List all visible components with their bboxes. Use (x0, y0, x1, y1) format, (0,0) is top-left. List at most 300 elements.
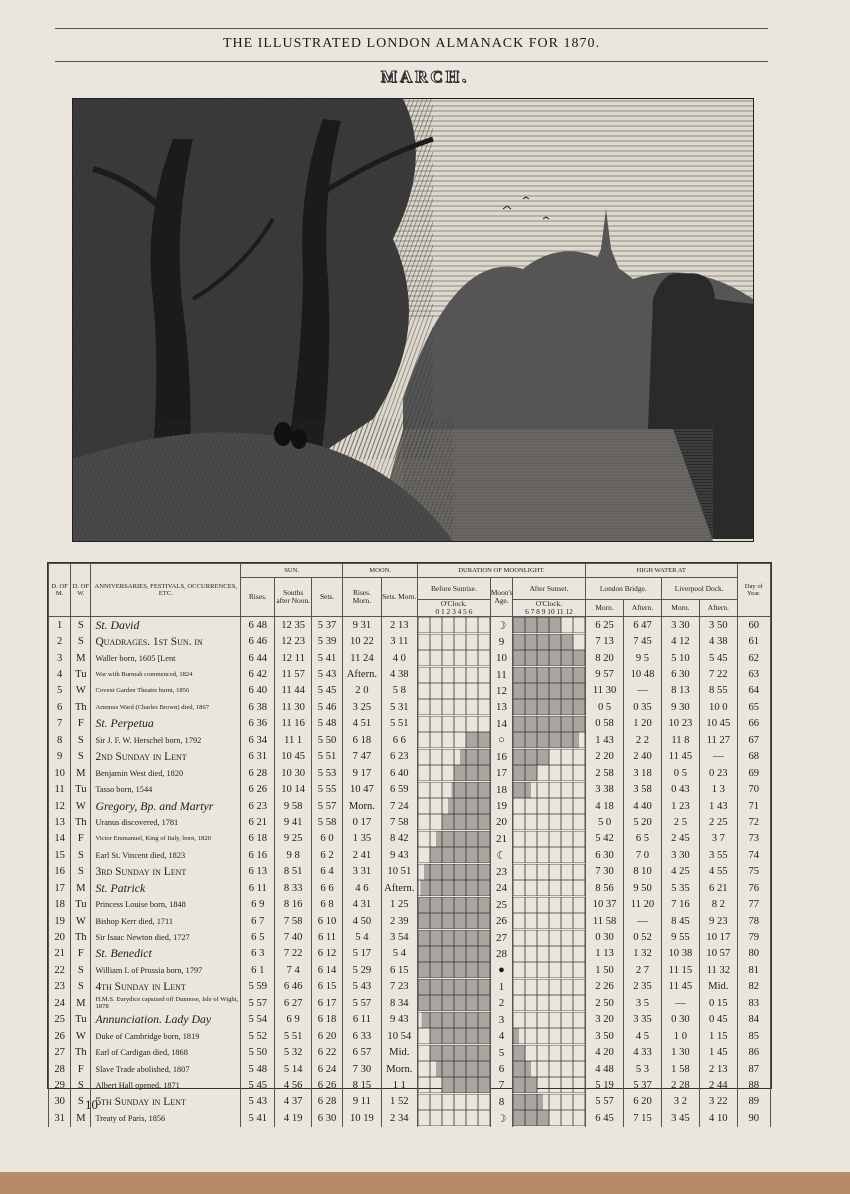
sun-souths: 6 46 (275, 979, 311, 995)
moonlight-after-sunset (513, 962, 586, 978)
col-day-of-month: D. OF M. (49, 564, 71, 617)
moonlight-bar (513, 1077, 585, 1093)
day-of-week: S (71, 617, 91, 634)
moonlight-shade (513, 749, 549, 765)
liverpool-aftern: 4 38 (700, 633, 737, 649)
day-of-year: 85 (737, 1028, 770, 1044)
day-of-week: Th (71, 929, 91, 945)
sun-souths: 8 51 (275, 864, 311, 880)
moon-age: 14 (490, 716, 512, 732)
moon-sets: 2 34 (381, 1110, 417, 1126)
day-of-week: W (71, 798, 91, 814)
london-aftern: 1 32 (624, 946, 661, 962)
sun-sets: 6 11 (311, 929, 342, 945)
col-sun-rises: Rises. (241, 578, 275, 617)
sun-rises: 6 38 (241, 699, 275, 715)
sun-rises: 5 54 (241, 1012, 275, 1028)
moon-rises: 2 41 (343, 847, 381, 863)
day-of-year: 67 (737, 732, 770, 748)
sun-rises: 5 57 (241, 995, 275, 1011)
moon-age: 6 (490, 1061, 512, 1077)
moon-rises: 6 57 (343, 1044, 381, 1060)
moon-sets: 3 54 (381, 929, 417, 945)
moonlight-bar (513, 667, 585, 683)
moonlight-before-sunrise (418, 1012, 491, 1028)
london-aftern: 4 40 (624, 798, 661, 814)
moon-rises: 3 31 (343, 864, 381, 880)
moonlight-bar (513, 946, 585, 962)
london-morn: 0 5 (585, 699, 623, 715)
london-morn: 6 45 (585, 1110, 623, 1126)
moonlight-shade (424, 864, 490, 880)
day-of-year: 66 (737, 716, 770, 732)
moon-rises: 4 50 (343, 913, 381, 929)
moonlight-before-sunrise (418, 781, 491, 797)
sun-souths: 4 37 (275, 1094, 311, 1110)
sun-souths: 10 45 (275, 749, 311, 765)
moonlight-after-sunset (513, 913, 586, 929)
sun-souths: 9 58 (275, 798, 311, 814)
table-row (49, 913, 771, 929)
moonlight-bar (418, 864, 490, 880)
moon-sets: 4 0 (381, 650, 417, 666)
moonlight-after-sunset (513, 847, 586, 863)
day-of-week: F (71, 1061, 91, 1077)
day-of-month: 27 (49, 1044, 71, 1060)
sun-souths: 4 56 (275, 1077, 311, 1093)
calendar-table (47, 562, 772, 1125)
moon-rises: 6 11 (343, 1012, 381, 1028)
sun-rises: 5 41 (241, 1110, 275, 1126)
event: Annunciation. Lady Day (91, 1012, 241, 1028)
moonlight-after-sunset (513, 633, 586, 649)
sun-souths: 11 1 (275, 732, 311, 748)
liverpool-morn: 1 58 (661, 1061, 699, 1077)
table-row (49, 617, 771, 634)
liverpool-aftern: 0 45 (700, 1012, 737, 1028)
moon-sets: 8 42 (381, 831, 417, 847)
moon-sets: 6 6 (381, 732, 417, 748)
moonlight-shade (513, 1028, 519, 1044)
moon-rises: 4 31 (343, 896, 381, 912)
table-row (49, 765, 771, 781)
sun-sets: 5 46 (311, 699, 342, 715)
day-of-month: 11 (49, 781, 71, 797)
liverpool-aftern: 4 55 (700, 864, 737, 880)
liverpool-morn: 5 35 (661, 880, 699, 896)
liverpool-morn: 11 15 (661, 962, 699, 978)
london-morn: Morn. (585, 600, 623, 617)
london-aftern: 3 18 (624, 765, 661, 781)
day-of-year: 69 (737, 765, 770, 781)
moonlight-bar (418, 732, 490, 748)
sun-souths: 9 25 (275, 831, 311, 847)
liverpool-morn: 0 30 (661, 1012, 699, 1028)
sun-sets: 5 53 (311, 765, 342, 781)
moonlight-before-sunrise (418, 650, 491, 666)
liverpool-morn: 4 12 (661, 633, 699, 649)
moon-age: 26 (490, 913, 512, 929)
moon-sets: 6 15 (381, 962, 417, 978)
moonlight-bar (513, 1061, 585, 1077)
moon-rises: 5 17 (343, 946, 381, 962)
sun-rises: 6 21 (241, 814, 275, 830)
liverpool-morn: 1 0 (661, 1028, 699, 1044)
london-aftern: 1 20 (624, 716, 661, 732)
event: Sir J. F. W. Herschel born, 1792 (91, 732, 241, 748)
sun-souths: 9 41 (275, 814, 311, 830)
moonlight-before-sunrise (418, 798, 491, 814)
sun-sets: 6 14 (311, 962, 342, 978)
london-morn: 3 20 (585, 1012, 623, 1028)
moon-age: 19 (490, 798, 512, 814)
day-of-week: W (71, 1028, 91, 1044)
moonlight-shade (513, 1110, 549, 1126)
day-of-week: S (71, 847, 91, 863)
sun-rises: 6 26 (241, 781, 275, 797)
moonlight-bar (513, 897, 585, 913)
sun-rises: 5 59 (241, 979, 275, 995)
event: H.M.S. Eurydice capsized off Dunnose, Isle of Wight, 1878 (91, 995, 241, 1011)
sun-rises: 5 45 (241, 1077, 275, 1093)
liverpool-aftern: 1 45 (700, 1044, 737, 1060)
day-of-month: 12 (49, 798, 71, 814)
moonlight-bar (418, 617, 490, 633)
sun-souths: 5 14 (275, 1061, 311, 1077)
london-aftern: 5 20 (624, 814, 661, 830)
day-of-week: S (71, 749, 91, 765)
london-aftern: 6 47 (624, 617, 661, 634)
moonlight-after-sunset (513, 1110, 586, 1126)
liverpool-morn: 11 8 (661, 732, 699, 748)
event: Tasso born, 1544 (91, 781, 241, 797)
moonlight-after-sunset (513, 880, 586, 896)
moonlight-bar (418, 831, 490, 847)
moonlight-after-sunset (513, 765, 586, 781)
day-of-year: 60 (737, 617, 770, 634)
sun-rises: 5 43 (241, 1094, 275, 1110)
event: Artemus Ward (Charles Brown) died, 1867 (91, 699, 241, 715)
col-sun-sets: Sets. (311, 578, 342, 617)
london-aftern: 4 5 (624, 1028, 661, 1044)
moon-age: 17 (490, 765, 512, 781)
moonlight-bar (513, 995, 585, 1011)
moonlight-after-sunset (513, 814, 586, 830)
moonlight-shade (513, 1061, 531, 1077)
event: Duke of Cambridge born, 1819 (91, 1028, 241, 1044)
sun-souths: 8 33 (275, 880, 311, 896)
moonlight-before-sunrise (418, 880, 491, 896)
day-of-month: 2 (49, 633, 71, 649)
moon-rises: Morn. (343, 798, 381, 814)
liverpool-aftern: 3 50 (700, 617, 737, 634)
day-of-year: 87 (737, 1061, 770, 1077)
day-of-month: 9 (49, 749, 71, 765)
moon-sets: Mid. (381, 1044, 417, 1060)
moon-sets: 2 39 (381, 913, 417, 929)
sun-rises: 5 50 (241, 1044, 275, 1060)
liverpool-morn: 7 16 (661, 896, 699, 912)
moon-sets: 5 8 (381, 683, 417, 699)
moonlight-before-sunrise (418, 946, 491, 962)
moon-sets: 6 40 (381, 765, 417, 781)
moon-rises: 7 47 (343, 749, 381, 765)
col-london-bridge: London Bridge. (585, 578, 661, 600)
sun-souths: 9 8 (275, 847, 311, 863)
col-anniversaries: ANNIVERSARIES, FESTIVALS, OCCURRENCES, ETC. (91, 564, 241, 617)
table-row (49, 1012, 771, 1028)
liverpool-morn: Morn. (661, 600, 699, 617)
moon-sets: 10 54 (381, 1028, 417, 1044)
sun-sets: 5 50 (311, 732, 342, 748)
sun-sets: 6 4 (311, 864, 342, 880)
day-of-year: 62 (737, 650, 770, 666)
moon-rises: 11 24 (343, 650, 381, 666)
liverpool-morn: 2 5 (661, 814, 699, 830)
sun-souths: 7 4 (275, 962, 311, 978)
moonlight-bar (513, 1028, 585, 1044)
col-high-water: HIGH WATER AT (585, 564, 737, 578)
sun-sets: 6 22 (311, 1044, 342, 1060)
day-of-month: 1 (49, 617, 71, 634)
london-morn: 5 57 (585, 1094, 623, 1110)
sun-sets: 5 39 (311, 633, 342, 649)
day-of-month: 13 (49, 814, 71, 830)
moonlight-bar (418, 699, 490, 715)
sun-souths: 10 14 (275, 781, 311, 797)
sun-souths: 7 40 (275, 929, 311, 945)
event: Gregory, Bp. and Martyr (91, 798, 241, 814)
moonlight-shade (460, 749, 490, 765)
table-row (49, 666, 771, 682)
sun-sets: 6 18 (311, 1012, 342, 1028)
liverpool-aftern: Aftern. (700, 600, 737, 617)
london-aftern: 7 0 (624, 847, 661, 863)
liverpool-morn: 0 5 (661, 765, 699, 781)
event: Quadrages. 1st Sun. in (91, 633, 241, 649)
sun-sets: 6 26 (311, 1077, 342, 1093)
sun-souths: 5 32 (275, 1044, 311, 1060)
day-of-month: 30 (49, 1094, 71, 1110)
day-of-week: F (71, 831, 91, 847)
moonlight-shade (452, 782, 490, 798)
liverpool-aftern: 3 7 (700, 831, 737, 847)
moonlight-bar (418, 1094, 490, 1110)
sun-rises: 5 52 (241, 1028, 275, 1044)
col-moonlight: DURATION OF MOONLIGHT. (418, 564, 586, 578)
moonlight-before-sunrise (418, 847, 491, 863)
moonlight-after-sunset (513, 650, 586, 666)
moonlight-before-sunrise (418, 814, 491, 830)
day-of-week: Th (71, 814, 91, 830)
sun-rises: 6 23 (241, 798, 275, 814)
moon-rises: 10 47 (343, 781, 381, 797)
moon-sets: 10 51 (381, 864, 417, 880)
day-of-week: S (71, 1077, 91, 1093)
moonlight-bar (418, 897, 490, 913)
col-day-of-week: D. OF W. (71, 564, 91, 617)
sun-sets: 5 57 (311, 798, 342, 814)
day-of-month: 7 (49, 716, 71, 732)
moon-age: 20 (490, 814, 512, 830)
moonlight-bar (513, 634, 585, 650)
moon-age: 3 (490, 1012, 512, 1028)
moonlight-bar (418, 913, 490, 929)
moon-sets: 6 23 (381, 749, 417, 765)
moonlight-before-sunrise (418, 1110, 491, 1126)
moonlight-before-sunrise (418, 666, 491, 682)
liverpool-aftern: Mid. (700, 979, 737, 995)
moon-age: 25 (490, 896, 512, 912)
moon-sets: 6 59 (381, 781, 417, 797)
moonlight-bar (513, 732, 585, 748)
moonlight-shade (422, 1012, 490, 1028)
event: War with Burmah commenced, 1824 (91, 666, 241, 682)
london-aftern: 3 58 (624, 781, 661, 797)
moonlight-after-sunset (513, 1077, 586, 1093)
moonlight-after-sunset (513, 781, 586, 797)
liverpool-aftern: 0 15 (700, 995, 737, 1011)
event: Waller born, 1605 [Lent (91, 650, 241, 666)
sun-souths: 4 19 (275, 1110, 311, 1126)
moon-age: 21 (490, 831, 512, 847)
moonlight-bar (418, 667, 490, 683)
table-row (49, 1094, 771, 1110)
moonlight-after-sunset (513, 1044, 586, 1060)
moonlight-before-sunrise (418, 1028, 491, 1044)
london-aftern: 9 5 (624, 650, 661, 666)
london-morn: 7 30 (585, 864, 623, 880)
moon-age: ☽ (490, 1110, 512, 1126)
event: St. David (91, 617, 241, 634)
sun-souths: 11 57 (275, 666, 311, 682)
moon-rises: 8 15 (343, 1077, 381, 1093)
london-aftern: — (624, 913, 661, 929)
col-moon-rises: Rises. Morn. (343, 578, 381, 617)
table-row (49, 1028, 771, 1044)
day-of-year: 89 (737, 1094, 770, 1110)
sun-souths: 7 22 (275, 946, 311, 962)
sun-rises: 6 9 (241, 896, 275, 912)
day-of-week: F (71, 946, 91, 962)
moonlight-before-sunrise (418, 979, 491, 995)
day-of-week: M (71, 880, 91, 896)
col-day-of-year: Day of Year. (737, 564, 770, 617)
london-morn: 2 50 (585, 995, 623, 1011)
landscape-engraving (72, 98, 754, 542)
moon-rises: 4 51 (343, 716, 381, 732)
day-of-month: 21 (49, 946, 71, 962)
engraving-illustration (73, 99, 753, 541)
london-morn: 6 30 (585, 847, 623, 863)
london-morn: 9 57 (585, 666, 623, 682)
day-of-week: S (71, 633, 91, 649)
moon-sets: 7 58 (381, 814, 417, 830)
day-of-year: 88 (737, 1077, 770, 1093)
col-sun: SUN. (241, 564, 343, 578)
col-moon: MOON. (343, 564, 418, 578)
moon-rises: 5 57 (343, 995, 381, 1011)
moonlight-bar (513, 699, 585, 715)
day-of-year: 65 (737, 699, 770, 715)
moon-sets: 7 24 (381, 798, 417, 814)
liverpool-morn: 9 30 (661, 699, 699, 715)
london-aftern: 2 35 (624, 979, 661, 995)
liverpool-aftern: 1 3 (700, 781, 737, 797)
london-morn: 4 18 (585, 798, 623, 814)
day-of-week: M (71, 650, 91, 666)
london-aftern: 5 37 (624, 1077, 661, 1093)
moonlight-before-sunrise (418, 995, 491, 1011)
moonlight-bar (513, 749, 585, 765)
london-aftern: 7 45 (624, 633, 661, 649)
liverpool-morn: 3 45 (661, 1110, 699, 1126)
london-aftern: — (624, 683, 661, 699)
moonlight-bar (418, 946, 490, 962)
event: Princess Louise born, 1848 (91, 896, 241, 912)
moon-rises: 10 19 (343, 1110, 381, 1126)
moonlight-after-sunset (513, 617, 586, 634)
london-aftern: 2 7 (624, 962, 661, 978)
moon-age: ● (490, 962, 512, 978)
day-of-year: 80 (737, 946, 770, 962)
london-morn: 1 50 (585, 962, 623, 978)
moonlight-shade (513, 732, 579, 748)
moonlight-bar (418, 782, 490, 798)
moon-rises: 6 33 (343, 1028, 381, 1044)
moonlight-before-sunrise (418, 765, 491, 781)
sun-rises: 6 40 (241, 683, 275, 699)
liverpool-aftern: 8 2 (700, 896, 737, 912)
table-row (49, 814, 771, 830)
moonlight-before-sunrise (418, 929, 491, 945)
london-morn: 8 56 (585, 880, 623, 896)
moonlight-bar (418, 1061, 490, 1077)
moonlight-bar (513, 716, 585, 732)
day-of-month: 29 (49, 1077, 71, 1093)
moon-rises: 0 17 (343, 814, 381, 830)
moon-age: 5 (490, 1044, 512, 1060)
moon-rises: 9 17 (343, 765, 381, 781)
event: Sir Isaac Newton died, 1727 (91, 929, 241, 945)
day-of-year: 81 (737, 962, 770, 978)
moonlight-before-sunrise (418, 896, 491, 912)
sun-souths: 12 35 (275, 617, 311, 634)
sun-sets: 5 45 (311, 683, 342, 699)
moonlight-bar (513, 1094, 585, 1110)
london-aftern: Aftern. (624, 600, 661, 617)
liverpool-morn: 2 28 (661, 1077, 699, 1093)
day-of-week: M (71, 1110, 91, 1126)
day-of-month: 19 (49, 913, 71, 929)
table-row (49, 650, 771, 666)
day-of-year: 63 (737, 666, 770, 682)
moonlight-before-sunrise (418, 1094, 491, 1110)
moonlight-shade (513, 782, 531, 798)
moon-rises: 5 4 (343, 929, 381, 945)
sun-rises: 6 36 (241, 716, 275, 732)
day-of-month: 10 (49, 765, 71, 781)
sun-rises: 6 48 (241, 617, 275, 634)
page-number: 10 (85, 1097, 98, 1112)
moonlight-bar (418, 847, 490, 863)
moonlight-before-sunrise (418, 732, 491, 748)
london-morn: 2 26 (585, 979, 623, 995)
london-aftern: 4 33 (624, 1044, 661, 1060)
sun-sets: 5 58 (311, 814, 342, 830)
moonlight-before-sunrise (418, 1044, 491, 1060)
moonlight-shade (430, 1028, 490, 1044)
